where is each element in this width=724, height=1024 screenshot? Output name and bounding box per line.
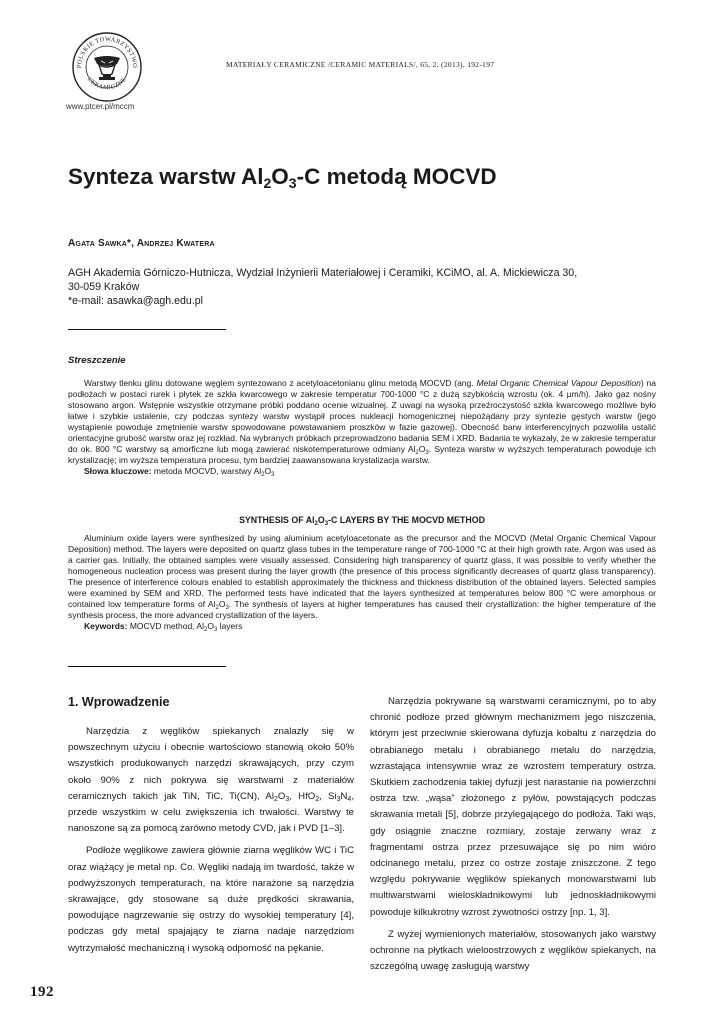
logo-url[interactable]: www.ptcer.pl/mccm: [66, 102, 135, 111]
paragraph: Narzędzia pokrywane są warstwami ceramicznymi, po to aby chronić podłoże przed głównym mechanizmem jego niszczenia, którym jest przeciwnie skierowana dyfuzja kobaltu z narzędzia do obrabianego metalu i obrabianego metalu do narzędzia, wzrastająca intensywnie wraz ze wzrostem temperatury ostrza. Skutkiem zachodzenia takiej dyfuzji jest narastanie na powierzchni ostrza tzw. „wąsa” złożonego z pyłów, powstających podczas skrawania metali [5], dobrze przylegającego do podłoża. Taki wąs, gdy osiągnie znaczne rozmiary, zostaje zerwany wraz z fragmentami ostrza przez przesuwające się po nim wióro odcinanego metalu, przez co ostrze zostaje zniszczone. Z tego względu pokrywanie węglików spiekanych monowarstwami lub multiwarstwami wieloskładnikowymi lub jednoskładnikowymi powoduje kilkukrotny wzrost żywotności ostrzy [np. 1, 3].: [370, 696, 656, 918]
abstract-heading: Streszczenie: [68, 355, 126, 366]
keywords-pl: Słowa kluczowe: metoda MOCVD, warstwy $Al_2O_3$: [84, 466, 275, 478]
abstract-pl: Warstwy tlenku glinu dotowane węglem syntezowano z acetyloacetonianu glinu metodą MOCVD (ang. Metal Organic Chemical Vapour Deposition) na podłożach w postaci rurek i płytek ze szkła kwarcowego w zakresie temperatur 700-1000 °C z dużą szybkością wzrostu (ok. 4 μm/h). Jako gaz nośny stosowano argon. Wstępnie wszystkie otrzymane próbki poddano ocenie wizualnej. Z uwagi na wysoką przeźroczystość szkła kwarcowego możliwe było łatwe i szybkie ustalenie, czy podczas syntezy warstw wystąpił proces nukleacji homogenicznej niepożądany przy syntezie gęstych warstw (jego wystąpienie powoduje zmętnienie warstw spowodowane powstawaniem proszków w fazie gazowej). Obecność barw interferencyjnych pozwoliła ustalić orientacyjne grubość warstw oraz jej rozkład. Na wybranych próbkach przeprowadzono badania SEM i XRD. Badania te wykazały, że w zakresie temperatur do ok. 800 °C warstwy są amorficzne lub mogą zawierać niskotemperaturowe odmiany $Al_2O_3$. Synteza warstw w wyższych temperaturach powoduje ich krystalizację; im wyższa temperatura procesu, tym bardziej zaawansowana krystalizacja warstw. Słowa kluczowe: metoda MOCVD, warstwy $Al_2O_3$: [68, 378, 656, 478]
column-left: [68, 724, 354, 963]
affiliation-line: AGH Akademia Górniczo-Hutnicza, Wydział Inżynierii Materiałowej i Ceramiki, KCiMO, al. A. Mickiewicza 30,: [68, 267, 578, 279]
email[interactable]: *e-mail: asawka@agh.edu.pl: [68, 295, 204, 307]
logo-top-text: POLSKIE TOWARZYSTWO: [75, 35, 139, 69]
ceramic-vessel-icon: [94, 56, 120, 80]
paper-title: Synteza warstw $Al_2O_3-C$ metodą MOCVD: [68, 164, 497, 191]
journal-reference: MATERIAŁY CERAMICZNE /CERAMIC MATERIALS/, 65, 2, (2013), 192-197: [226, 60, 495, 69]
section-heading: 1. Wprowadzenie: [68, 695, 170, 709]
page-number: 192: [30, 984, 54, 1000]
english-title: SYNTHESIS OF $Al_2O_3-C$ LAYERS BY THE MOCVD METHOD: [239, 515, 485, 527]
divider: [68, 329, 226, 330]
divider: [68, 666, 226, 667]
column-right: [370, 694, 656, 981]
logo-bottom-text: CERAMICZNE: [86, 76, 128, 92]
affiliation: [68, 266, 648, 308]
paragraph: Z wyżej wymienionych materiałów, stosowanych jako warstwy ochronne na płytkach wieloostrzowych z węglików spiekanych, na szczególną uwagę zasługują warstwy: [370, 928, 656, 973]
society-logo: [70, 30, 144, 104]
paragraph: Narzędzia z węglików spiekanych znalazły się w powszechnym użyciu i obecnie wartościowo stanowią około 50% wszystkich produkowanych narzędzi skrawających, przy czym około 90% z nich pokrywa się warstwami z materiałów ceramicznych takich jak TiN, TiC, Ti(CN), $Al_2O_3$, HfO$_2$, $Si_3N_4$, przede wszystkim w celu zwiększenia ich trwałości. Warstwy te nanoszone są za pomocą zarówno metody CVD, jak i PVD [1–3].: [68, 726, 354, 835]
authors: Agata Sawka*, Andrzej Kwatera: [68, 238, 215, 249]
affiliation-line: 30-059 Kraków: [68, 281, 140, 293]
keywords-en: Keywords: MOCVD method, $Al_2O_3$ layers: [84, 621, 243, 633]
paragraph: Podłoże węglikowe zawiera głównie ziarna węglików WC i TiC oraz wiążący je metal np. Co. Węgliki nadają im twardość, także w podwyższonych temperaturach, na które narażone są narzędzia skrawające, gdy stosowane są duże prędkości skrawania, powodujące nagrzewanie się ostrzy do wysokiej temperatury [4], podczas gdy metal spajający te ziarna nadaje narzędziom wytrzymałość mechaniczną i wysoką odporność na pękanie.: [68, 845, 354, 954]
abstract-en: Aluminium oxide layers were synthesized by using aluminium acetyloacetonate as the precursor and the MOCVD (Metal Organic Chemical Vapour Deposition) method. The layers were deposited on quartz glass tubes in the temperature range of 700-1000 °C at their high growth rate. Argon was used as a carrier gas. Initially, the obtained samples were visually assessed. Considering high transparency of quartz glass, it was possible to verify whether the homogeneous nucleation process was present during the layer growth (the presence of this process significantly decreases of quartz glass transparency). The presence of interference colours enabled to establish approximately the thickness and thickness distribution of the obtained layers. Selected samples were examined by SEM and XRD. The performed tests have indicated that the layers synthesized at temperatures below 800 °C were amorphous or contained low temperature forms of $Al_2O_3$. The synthesis of layers at higher temperatures has caused their crystallization: the higher temperature of the synthesis process, the more advanced crystallization of the layers. Keywords: MOCVD method, $Al_2O_3$ layers: [68, 533, 656, 633]
